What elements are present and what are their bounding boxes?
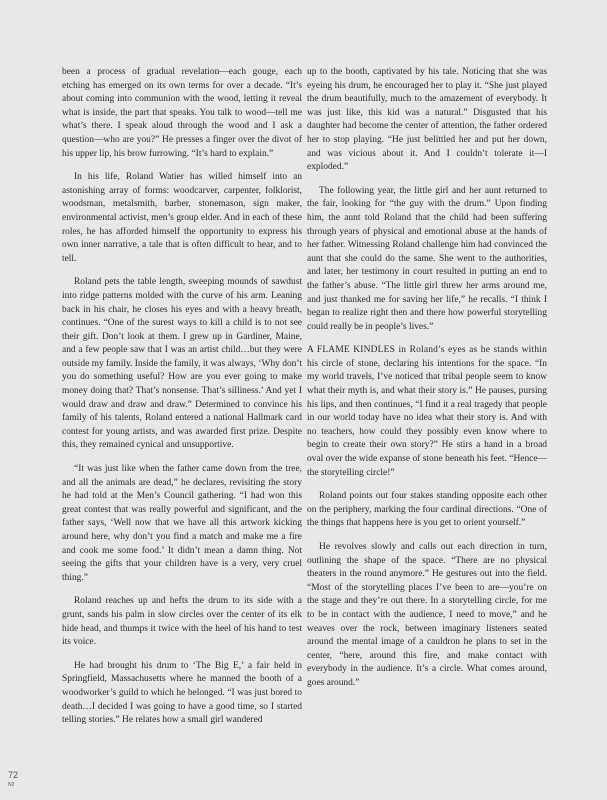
- section-opening-paragraph: [307, 344, 547, 480]
- paragraph: up to the booth, captivated by his tale. Noticing that she was eyeing his drum, he encouraged her to play it. “She just played the drum beautifully, much to the amazement of everybody. It was just like, this kid was a natural.” Disgusted that his daughter had become the center of attention, the father ordered her to stop playing. “He just belittled her and put her down, and was vicious about it. And I couldn’t tolerate it—I exploded.”: [307, 67, 547, 173]
- paragraph: He had brought his drum to ‘The Big E,’ a fair held in Springfield, Massachusetts where he manned the booth of a woodworker’s guild to which he belonged. “I was just bored to death…I decided I was going to have a good time, so I started telling stories.” He relates how a small girl wandered: [62, 660, 302, 726]
- paragraph: He revolves slowly and calls out each direction in turn, outlining the shape of the space. “There are no physical theaters in the round anymore.” He gestures out into the field. “Most of the storytelling places I’ve been to are—you’re on the stage and they’re out there. In a storytelling circle, for me to be in contact with the audience, I need to move,” and he weaves over the rock, between imaginary listeners seated around the mental image of a cauldron he plans to set in the center, “here, around this fire, and make contact with everybody in the audience. It’s a circle. What comes around, goes around.”: [307, 542, 547, 688]
- paragraph: Roland pets the table length, sweeping mounds of sawdust into ridge patterns molded with the curve of his arm. Leaning back in his chair, he closes his eyes and with a heavy breath, continues. “One of the surest ways to kill a child is to not see their gift. Don’t look at them. I grew up in Gardiner, Maine, and a few people saw that I was an artist child…but they were outside my family. Inside the family, it was always, ‘Why don’t you do something useful? How are you ever going to make money doing that? That’s nonsense. That’s silliness.’ And yet I would draw and draw and draw.” Determined to convince his family of his talents, Roland entered a national Hallmark card contest for young artists, and was awarded first prize. Despite this, they remained cynical and unsupportive.: [62, 277, 302, 451]
- paragraph: “It was just like when the father came down from the tree, and all the animals are dead,” he declares, revisiting the story he had told at the Men’s Council gathering. “I had won this great contest that was really powerful and significant, and the father says, ‘Well now that we have all this artwork kicking around here, why don’t you find a match and make me a fire and cook me some food.’ It didn’t mean a damn thing. Not seeing the gifts that your children have is a very, very cruel thing.”: [62, 464, 302, 583]
- left-column: [62, 66, 302, 728]
- right-column: [307, 66, 547, 691]
- paragraph: Roland points out four stakes standing opposite each other on the periphery, marking the four cardinal directions. “One of the things that happens here is you get to orient yourself.”: [307, 491, 547, 529]
- page-number-value: 72: [8, 770, 19, 780]
- paragraph: been a process of gradual revelation—each gouge, each etching has emerged on its own terms for over a decade. “It’s about coming into communion with the wood, letting it reveal what is inside, the part that speaks. You talk to wood—tell me what’s there. I speak aloud through the wood and I ask a question—who are you?” He presses a finger over the divot of his upper lip, his brow furrowing. “It’s hard to explain.”: [62, 67, 302, 159]
- page-number-sublabel: N2: [8, 782, 15, 788]
- paragraph: In his life, Roland Watier has willed himself into an astonishing array of forms: woodcarver, carpenter, folklorist, woodsman, metalsmith, barber, stonemason, sign maker, environmental activist, men’s group elder. And in each of these roles, he has afforded himself the opportunity to express his own inner narrative, a tale that is often difficult to hear, and to tell.: [62, 172, 302, 264]
- section-paragraph-body: his circle of stone, declaring his intentions for the space. “In my world travels, I’ve noticed that tribal people seem to know what their myth is, and what their story is.” He pauses, pursing his lips, and then continues, “I find it a real tragedy that people in our world today have no idea what their story is. And with no teachers, how could they possibly even know where to begin to create their own story?” He stirs a hand in a broad oval over the wide expanse of stone beneath his feet. “Hence—the storytelling circle!”: [307, 358, 547, 478]
- page-number: [8, 771, 18, 790]
- paragraph: Roland reaches up and hefts the drum to its side with a grunt, sands his palm in slow circles over the center of its elk hide head, and thumps it twice with the heel of his hand to test its voice.: [62, 596, 302, 648]
- section-lead-in: A FLAME KINDLES in Roland’s eyes as he stands within: [307, 345, 547, 356]
- paragraph: The following year, the little girl and her aunt returned to the fair, looking for “the guy with the drum.” Upon finding him, the aunt told Roland that the child had been suffering through years of physical and emotional abuse at the hands of her father. Witnessing Roland challenge him had convinced the aunt that she could do the same. She went to the authorities, and later, her testimony in court resulted in putting an end to the father’s abuse. “The little girl threw her arms around me, and just thanked me for saving her life,” he recalls. “I think I began to realize right then and there how powerful storytelling could really be in people’s lives.”: [307, 185, 547, 332]
